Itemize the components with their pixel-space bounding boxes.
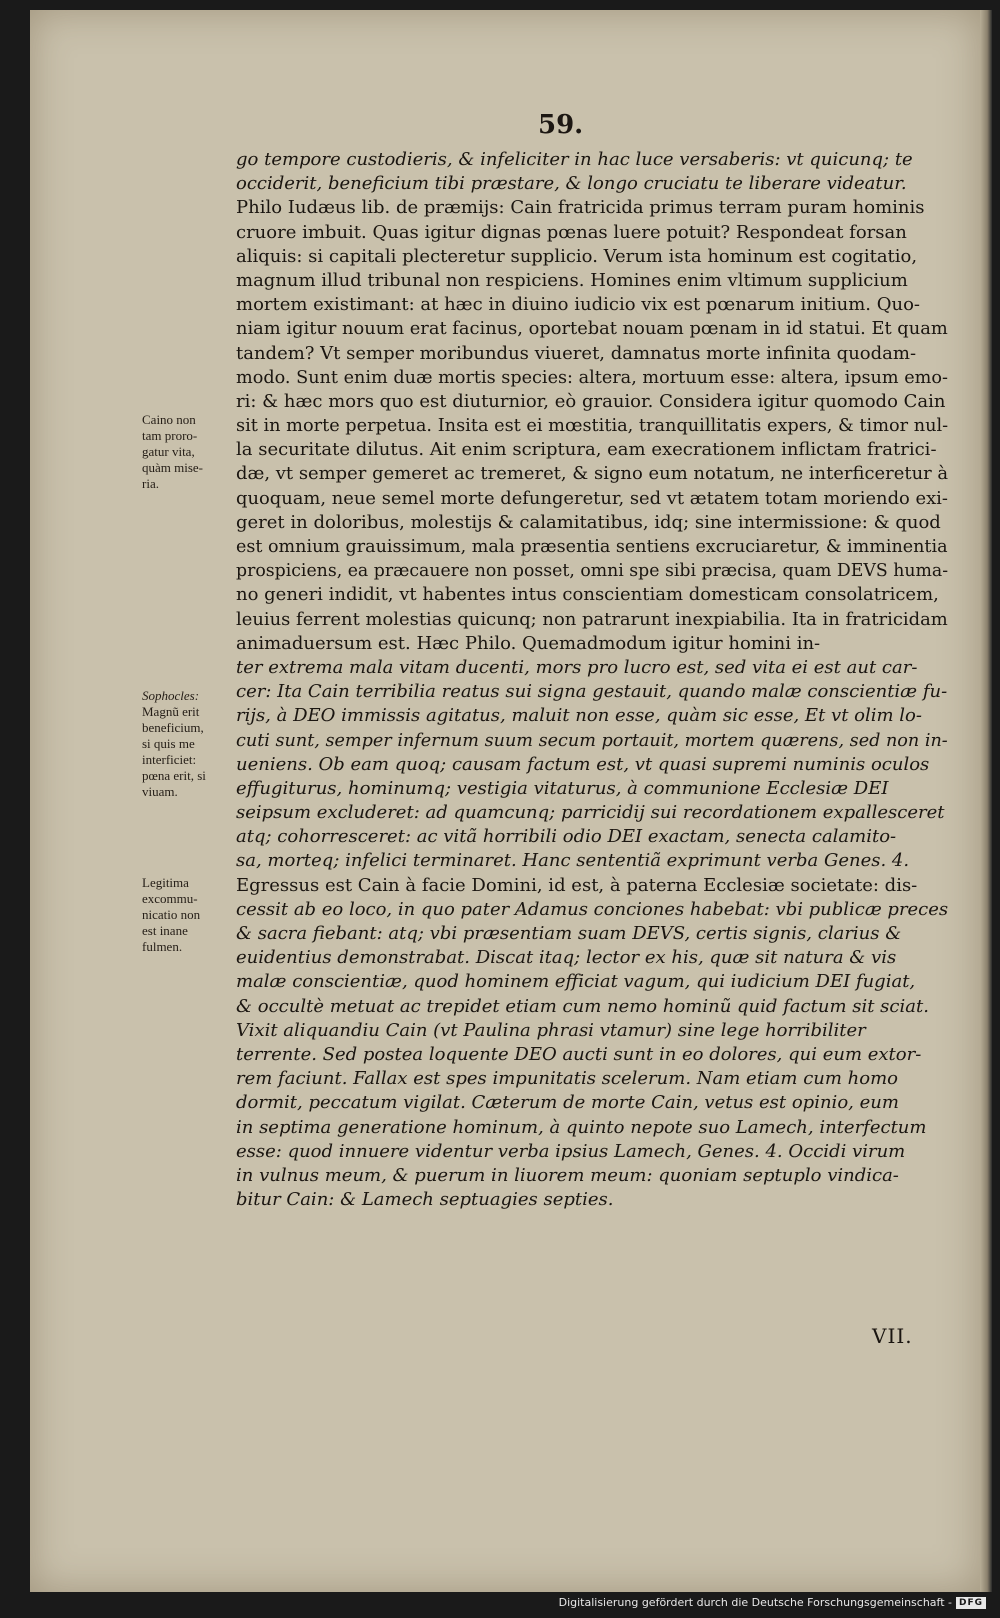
text-line: modo. Sunt enim duæ mortis species: altera, mortuum esse: altera, ipsum emo- (236, 366, 948, 388)
text-line: dormit, peccatum vigilat. Cæterum de morte Cain, vetus est opinio, eum (236, 1092, 899, 1114)
text-line: animaduersum est. Hæc Philo. Quemadmodum igitur homini in- (236, 632, 821, 654)
margin-note-line: nicatio non (142, 907, 201, 922)
text-line: aliquis: si capitali plecteretur supplicio. Verum ista hominum est cogitatio, (236, 245, 918, 267)
margin-note-line: Caino non (142, 412, 196, 427)
text-line: cessit ab eo loco, in quo pater Adamus conciones habebat: vbi publicæ preces (236, 898, 949, 920)
margin-note-line: tam proro- (142, 428, 198, 443)
catchword: VII. (872, 1324, 913, 1348)
text-line: est omnium grauissimum, mala præsentia sentiens excruciaretur, & imminentia (236, 536, 948, 557)
margin-note-line: gatur vita, (142, 444, 195, 459)
text-line: cruore imbuit. Quas igitur dignas pœnas luere potuit? Respondeat forsan (236, 221, 907, 243)
margin-note-line: viuam. (142, 784, 178, 799)
margin-note-line: beneficium, (142, 720, 204, 735)
text-line: ter extrema mala vitam ducenti, mors pro lucro est, sed vita ei est aut car- (236, 656, 918, 678)
text-line: esse: quod innuere videntur verba ipsius Lamech, Genes. 4. Occidi virum (236, 1140, 906, 1162)
margin-note-line: Sophocles: (142, 688, 200, 703)
text-line: cuti sunt, semper infernum suum secum portauit, mortem quærens, sed non in- (236, 729, 948, 751)
text-line: occiderit, beneficium tibi præstare, & longo cruciatu te liberare videatur. (236, 173, 907, 195)
text-line: magnum illud tribunal non respiciens. Homines enim vltimum supplicium (236, 269, 908, 291)
text-line: leuius ferrent molestias quicunq; non patrarunt inexpiabilia. Ita in fratricidam (236, 608, 948, 630)
page-number: 59. (538, 110, 584, 140)
text-line: quoquam, neue semel morte defungeretur, sed vt ætatem totam moriendo exi- (236, 487, 948, 509)
margin-note-line: est inane (142, 923, 188, 938)
text-line: geret in doloribus, molestijs & calamitatibus, idq; sine intermissione: & quod (236, 511, 941, 533)
dfg-logo: DFG (956, 1597, 986, 1609)
margin-note-line: quàm mise- (142, 460, 204, 475)
text-line: in vulnus meum, & puerum in liuorem meum: quoniam septuplo vindica- (236, 1164, 899, 1186)
text-line: la securitate dilutus. Ait enim scriptura, eam execrationem inflictam fratrici- (236, 439, 937, 461)
text-line: terrente. Sed postea loquente DEO aucti sunt in eo dolores, qui eum extor- (236, 1043, 922, 1065)
text-line: atq; cohorresceret: ac vitã horribili odio DEI exactam, senecta calamito- (236, 826, 897, 848)
text-line: dæ, vt semper gemeret ac tremeret, & signo eum notatum, ne interficeretur à (236, 463, 949, 485)
text-line: bitur Cain: & Lamech septuagies septies. (236, 1189, 614, 1211)
text-line: effugiturus, hominumq; vestigia vitaturus, à communione Ecclesiæ DEI (236, 777, 889, 799)
margin-note-line: ria. (142, 476, 159, 491)
text-line: rijs, à DEO immissis agitatus, maluit non esse, quàm sic esse, Et vt olim lo- (236, 705, 922, 727)
text-line: no generi indidit, vt habentes intus conscientiam domesticam consolatricem, (236, 584, 939, 606)
digitization-footer (559, 1596, 986, 1609)
text-line: seipsum excluderet: ad quamcunq; parricidij sui recordationem expallesceret (236, 802, 945, 824)
text-line: prospiciens, ea præcauere non posset, omni spe sibi præcisa, quam DEVS huma- (236, 560, 949, 582)
text-line: & sacra fiebant: atq; vbi præsentiam suam DEVS, certis signis, clarius & (236, 923, 902, 944)
margin-note-line: si quis me (142, 736, 195, 751)
margin-note-line: pœna erit, si (142, 768, 206, 783)
text-line: ri: & hæc mors quo est diuturnior, eò grauior. Considera igitur quomodo Cain (236, 390, 946, 412)
text-line: mortem existimant: at hæc in diuino iudicio vix est pœnarum initium. Quo- (236, 294, 921, 316)
text-line: niam igitur nouum erat facinus, oportebat nouam pœnam in id statui. Et quam (236, 318, 948, 340)
text-line: ueniens. Ob eam quoq; causam factum est, vt quasi supremi numinis oculos (236, 753, 930, 775)
margin-note-line: Legitima (142, 875, 189, 890)
margin-note-line: interficiet: (142, 752, 197, 767)
margin-note-sophocles (142, 688, 232, 800)
margin-note-line: Magnũ erit (142, 704, 200, 719)
text-line: tandem? Vt semper moribundus viueret, damnatus morte infinita quodam- (236, 342, 917, 364)
text-line: & occultè metuat ac trepidet etiam cum nemo hominũ quid factum sit sciat. (236, 995, 929, 1017)
margin-note-line: excommu- (142, 891, 198, 906)
page-edge (980, 10, 992, 1592)
footer-text: Digitalisierung gefördert durch die Deutsche Forschungsgemeinschaft - (558, 1596, 952, 1609)
text-line: malæ conscientiæ, quod hominem efficiat vagum, qui iudicium DEI fugiat, (236, 971, 916, 993)
margin-note-cain (142, 412, 232, 492)
text-line: cer: Ita Cain terribilia reatus sui signa gestauit, quando malæ conscientiæ fu- (236, 681, 948, 703)
text-line: Egressus est Cain à facie Domini, id est, à paterna Ecclesiæ societate: dis- (236, 874, 918, 896)
text-line: euidentius demonstrabat. Discat itaq; lector ex his, quæ sit natura & vis (236, 947, 897, 969)
text-line: Vixit aliquandiu Cain (vt Paulina phrasi vtamur) sine lege horribiliter (236, 1019, 866, 1041)
text-line: in septima generatione hominum, à quinto nepote suo Lamech, interfectum (236, 1116, 927, 1138)
text-line: Philo Iudæus lib. de præmijs: Cain fratricida primus terram puram hominis (236, 197, 925, 219)
margin-note-line: fulmen. (142, 939, 183, 954)
text-line: rem faciunt. Fallax est spes impunitatis scelerum. Nam etiam cum homo (236, 1068, 899, 1090)
text-line: go tempore custodieris, & infeliciter in hac luce versaberis: vt quicunq; te (236, 149, 913, 170)
main-text-block (236, 148, 948, 1212)
text-line: sit in morte perpetua. Insita est ei mœstitia, tranquillitatis expers, & timor nul- (236, 415, 948, 437)
text-line: sa, morteq; infelici terminaret. Hanc sententiã exprimunt verba Genes. 4. (236, 850, 910, 872)
margin-note-excommunicatio (142, 875, 232, 955)
